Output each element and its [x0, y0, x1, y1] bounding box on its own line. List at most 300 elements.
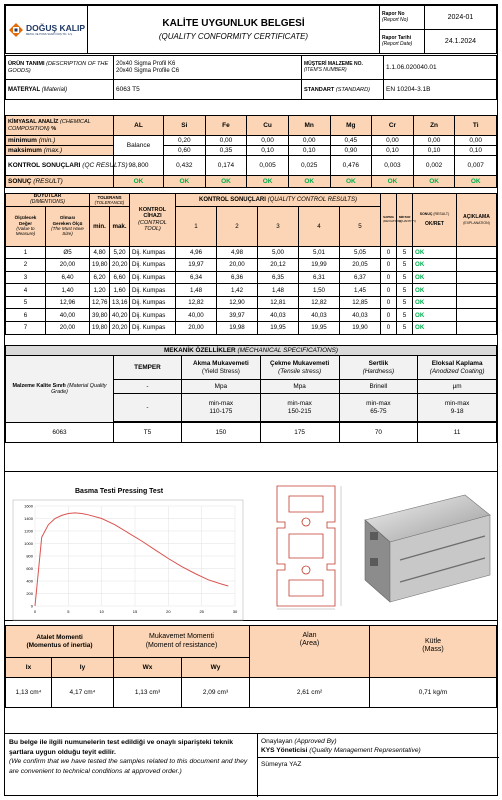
test-section	[5, 471, 497, 621]
measure-2: 20,00	[217, 259, 258, 272]
range-label: min-max	[287, 400, 312, 408]
logo-subtext: METAL VE PONS SANAYİ DIŞ TİC. A.Ş.	[26, 33, 73, 36]
temper-value: T5	[114, 423, 182, 443]
max-value: 0,10	[288, 146, 330, 156]
measure-4: 1,50	[298, 284, 339, 297]
nominal-value: 6,40	[46, 271, 90, 284]
deviation: 0	[381, 259, 397, 272]
document-subtitle: (QUALITY CONFORMITY CERTIFICATE)	[158, 32, 309, 41]
row-result: OK	[413, 296, 457, 309]
standard-value: EN 10204-3.1B	[384, 80, 497, 100]
element-header: Mn	[288, 116, 330, 136]
standard-label-en: (STANDARD)	[335, 86, 371, 93]
grade-label-en: (Material Quality Grade)	[51, 382, 107, 395]
y-tick-label: 200	[26, 591, 33, 596]
tolerance-label-en: (TOLERANCE)	[94, 199, 125, 205]
row-number: 6	[6, 309, 46, 322]
max-label: maksimum	[8, 147, 42, 154]
deviation: 0	[381, 296, 397, 309]
col-5: 5	[339, 206, 380, 246]
anodize-label-en: (Anodized Coating)	[429, 367, 485, 375]
wx-label: Wx	[114, 658, 182, 678]
y-tick-label: 1200	[24, 528, 33, 534]
resistance-label-en: (Moment of resistance)	[145, 641, 218, 649]
anodize-value: 11	[418, 423, 497, 443]
measure-4: 12,82	[298, 296, 339, 309]
max-value: 0,35	[205, 146, 247, 156]
unit: Brinell	[339, 380, 418, 394]
tol-max: 13,16	[110, 296, 130, 309]
product-info	[5, 55, 497, 99]
row-result: OK	[413, 246, 457, 259]
yield-label-en: (Yield Stress)	[201, 367, 240, 375]
item-label-en: (ITEM'S NUMBER)	[304, 66, 347, 73]
tensile-range: 150-215	[287, 407, 312, 415]
control-tool: Dij. Kumpas	[130, 309, 176, 322]
wy-value: 2,09 cm³	[182, 678, 250, 708]
area-value: 2,61 cm²	[250, 678, 370, 708]
x-tick-label: 15	[132, 609, 138, 614]
qc-result: 0,007	[455, 156, 497, 176]
measure-5: 1,45	[339, 284, 380, 297]
x-tick-label: 0	[33, 609, 37, 614]
role-label-en: (Quality Management Representative)	[309, 747, 421, 754]
dimension-row	[6, 309, 497, 322]
max-label-en: (max.)	[43, 147, 63, 154]
document-title: KALİTE UYGUNLUK BELGESİ	[162, 18, 305, 29]
min-value: 0,00	[205, 136, 247, 146]
material-label: MATERYAL	[8, 86, 41, 93]
explanation-label: AÇIKLAMA	[463, 213, 490, 220]
qc-result: 98,800	[114, 156, 164, 176]
logo	[6, 6, 88, 54]
x-tick-label: 30	[232, 609, 238, 614]
mechanical-specs	[5, 345, 497, 465]
okret-label: OK/RET	[425, 220, 444, 227]
measure-1: 4,96	[176, 246, 217, 259]
explanation	[457, 322, 497, 335]
explanation	[457, 309, 497, 322]
nominal-value: 20,00	[46, 322, 90, 335]
grade-value: 6063	[6, 423, 114, 443]
control-title: KONTROL SONUÇLARI	[199, 196, 266, 203]
quantity: 5	[397, 309, 413, 322]
mech-title-en: (MECHANICAL SPECIFICATIONS)	[237, 347, 339, 354]
temper-label: TEMPER	[114, 356, 182, 380]
max-value: 0,90	[330, 146, 372, 156]
measure-4: 19,99	[298, 259, 339, 272]
range-label: min-max	[208, 400, 234, 408]
measure-4: 6,31	[298, 271, 339, 284]
max-value: 0,60	[164, 146, 206, 156]
quantity: 5	[397, 259, 413, 272]
measure-4: 19,95	[298, 322, 339, 335]
measure-3: 40,03	[257, 309, 298, 322]
range-label: min-max	[444, 400, 470, 408]
verdict: OK	[372, 176, 414, 188]
must-size-label-en: (The Must Have Size)	[51, 226, 84, 237]
product-label-en: (DESCRIPTION OF THE GOODS)	[8, 61, 109, 74]
hardness-value: 70	[339, 423, 418, 443]
explanation	[457, 271, 497, 284]
must-size-label: Olması	[59, 215, 76, 221]
verdict-label: SONUÇ	[8, 178, 32, 185]
max-value: 0,10	[455, 146, 497, 156]
min-value: 0,00	[288, 136, 330, 146]
iy-label: Iy	[52, 658, 114, 678]
verdict-label-en: (RESULT)	[33, 178, 63, 185]
deviation: 0	[381, 271, 397, 284]
product-label: ÜRÜN TANIMI	[8, 61, 45, 68]
min-value: 0,45	[330, 136, 372, 146]
measure-3: 6,35	[257, 271, 298, 284]
qc-result: 0,025	[288, 156, 330, 176]
unit: Mpa	[182, 380, 261, 394]
min-value: 0,00	[247, 136, 289, 146]
pressing-test-chart	[13, 500, 243, 620]
explanation	[457, 259, 497, 272]
explanation	[457, 296, 497, 309]
tol-min: 12,76	[90, 296, 110, 309]
mass-label-en: (Mass)	[422, 646, 444, 654]
element-header: Cr	[372, 116, 414, 136]
element-header: Ti	[455, 116, 497, 136]
section-properties	[5, 625, 497, 715]
yield-value: 150	[182, 423, 261, 443]
quantity-label-en: (QUANTITY)	[399, 218, 417, 223]
report-no-label: Rapor No	[382, 10, 405, 17]
verdict: OK	[205, 176, 247, 188]
area-label: Alan	[302, 632, 317, 639]
material-label-en: (Material)	[41, 86, 68, 93]
measure-2: 39,97	[217, 309, 258, 322]
control-tool: Dij. Kumpas	[130, 246, 176, 259]
item-number: 1.1.06.020040.01	[384, 56, 497, 80]
tol-max-label: mak.	[110, 206, 130, 246]
measure-4: 5,01	[298, 246, 339, 259]
max-value: 0,10	[413, 146, 455, 156]
tol-min-label: min.	[90, 206, 110, 246]
qc-result: 0,476	[330, 156, 372, 176]
report-no: 2024-01	[425, 6, 497, 30]
y-tick-label: 400	[26, 578, 33, 584]
temper-dash: -	[114, 380, 182, 394]
col-3: 3	[257, 206, 298, 246]
tol-max: 1,60	[110, 284, 130, 297]
report-date-label-en: (Report Date)	[382, 40, 413, 47]
element-header: Cu	[247, 116, 289, 136]
unit: Mpa	[260, 380, 339, 394]
logo-mark-icon	[8, 22, 24, 38]
quantity: 5	[397, 246, 413, 259]
qc-result: 0,432	[164, 156, 206, 176]
col-1: 1	[176, 206, 217, 246]
element-header: AL	[114, 116, 164, 136]
measure-1: 1,48	[176, 284, 217, 297]
row-number: 5	[6, 296, 46, 309]
measure-2: 12,90	[217, 296, 258, 309]
chem-unit: %	[51, 125, 57, 132]
element-header: Mg	[330, 116, 372, 136]
tol-min: 1,20	[90, 284, 110, 297]
profile-render	[355, 490, 495, 610]
iy-value: 4,17 cm⁴	[52, 678, 114, 708]
measure-5: 40,03	[339, 309, 380, 322]
dims-label-en: (DIMENTIONS)	[30, 198, 65, 205]
measure-5: 20,05	[339, 259, 380, 272]
mass-label: Kütle	[425, 638, 441, 645]
nominal-value: 40,00	[46, 309, 90, 322]
grade-label: Malzeme Kalite Sınıfı	[12, 382, 66, 389]
anodize-range: 9-18	[450, 407, 464, 415]
quantity-label: MİKTAR	[399, 215, 411, 220]
measure-2: 6,36	[217, 271, 258, 284]
tol-max: 20,20	[110, 259, 130, 272]
row-number: 3	[6, 271, 46, 284]
wx-value: 1,13 cm³	[114, 678, 182, 708]
confirmation-en: (We confirm that we have tested the samples related to this document and they are convenient to technical conditions at approved order.)	[9, 758, 248, 775]
verdict: OK	[413, 176, 455, 188]
deviation-label: SAPMA	[383, 215, 394, 220]
measure-5: 6,37	[339, 271, 380, 284]
explanation	[457, 246, 497, 259]
tol-max: 5,20	[110, 246, 130, 259]
tol-max: 40,20	[110, 309, 130, 322]
deviation: 0	[381, 284, 397, 297]
profile-drawing	[267, 482, 345, 610]
row-number: 1	[6, 246, 46, 259]
report-no-label-en: (Report No)	[382, 16, 409, 23]
nominal-value: 20,00	[46, 259, 90, 272]
area-label-en: (Area)	[299, 640, 320, 648]
inertia-label: Atalet Momenti	[36, 634, 83, 642]
max-value: 0,10	[247, 146, 289, 156]
verdict: OK	[288, 176, 330, 188]
qc-result: 0,005	[247, 156, 289, 176]
row-result: OK	[413, 309, 457, 322]
tool-label: KONTROL	[138, 207, 167, 214]
range-label: min-max	[366, 400, 391, 408]
approved-label-en: (Approved By)	[294, 738, 337, 745]
row-result: OK	[413, 284, 457, 297]
control-tool: Dij. Kumpas	[130, 296, 176, 309]
measure-1: 6,34	[176, 271, 217, 284]
row-number: 2	[6, 259, 46, 272]
tool-label-en: (CONTROL TOOL)	[138, 219, 167, 233]
control-title-en: (QUALITY CONTROL RESULTS)	[267, 196, 357, 203]
element-header: Si	[164, 116, 206, 136]
y-tick-label: 1400	[24, 516, 33, 521]
measure-label-en: (Value to Measure)	[15, 226, 36, 237]
element-header: Zn	[413, 116, 455, 136]
verdict: OK	[164, 176, 206, 188]
verdict: OK	[114, 176, 164, 188]
dims-label: BOYUTLAR	[33, 193, 62, 199]
balance: Balance	[114, 136, 164, 156]
measure-2: 1,42	[217, 284, 258, 297]
standard-label: STANDART	[304, 86, 335, 93]
result-label: SONUÇ	[419, 211, 433, 216]
material-value: 6063 T5	[114, 80, 302, 100]
row-result: OK	[413, 259, 457, 272]
tool-label-2: CİHAZI	[143, 213, 162, 220]
nominal-value: Ø5	[46, 246, 90, 259]
chemical-analysis	[5, 115, 497, 191]
tolerance-label: TOLERANS	[97, 194, 122, 200]
dimension-control	[5, 193, 497, 343]
row-number: 4	[6, 284, 46, 297]
mass-value: 0,71 kg/m	[370, 678, 497, 708]
dimension-row	[6, 284, 497, 297]
certificate	[4, 4, 498, 796]
min-value: 0,00	[413, 136, 455, 146]
deviation: 0	[381, 309, 397, 322]
product-name-en: 20x40 Sigma Profile C6	[116, 67, 180, 74]
control-tool: Dij. Kumpas	[130, 322, 176, 335]
measure-5: 12,85	[339, 296, 380, 309]
header	[5, 5, 497, 53]
result-label-en: (RESULT)	[433, 211, 450, 216]
footer	[5, 733, 497, 797]
x-tick-label: 25	[199, 609, 204, 614]
measure-3: 1,48	[257, 284, 298, 297]
deviation: 0	[381, 322, 397, 335]
tensile-label-en: (Tensile stress)	[278, 367, 322, 375]
measure-2: 19,98	[217, 322, 258, 335]
deviation: 0	[381, 246, 397, 259]
quantity: 5	[397, 271, 413, 284]
approver-name: Sümeyra YAZ	[258, 757, 499, 771]
measure-3: 20,12	[257, 259, 298, 272]
tensile-value: 175	[260, 423, 339, 443]
y-tick-label: 800	[26, 553, 33, 559]
report-date: 24.1.2024	[425, 30, 497, 54]
chem-title-en: (CHEMICAL COMPOSITION)	[8, 119, 91, 132]
qc-result: 0,003	[372, 156, 414, 176]
measure-label: Ölçülecek	[14, 215, 37, 221]
dimension-row	[6, 322, 497, 335]
resistance-label: Mukavemet Momenti	[149, 633, 214, 641]
quantity: 5	[397, 284, 413, 297]
measure-label-2: Değer	[18, 220, 33, 226]
tensile-label: Çekme Mukavemeti	[269, 360, 330, 368]
max-value: 0,10	[372, 146, 414, 156]
hardness-range: 65-75	[370, 407, 387, 415]
tol-min: 19,80	[90, 322, 110, 335]
element-header: Fe	[205, 116, 247, 136]
measure-1: 12,82	[176, 296, 217, 309]
tol-max: 20,20	[110, 322, 130, 335]
min-value: 0,00	[372, 136, 414, 146]
y-tick-label: 1600	[24, 503, 33, 509]
min-label-en: (min.)	[38, 137, 56, 144]
row-number: 7	[6, 322, 46, 335]
yield-range: 110-175	[209, 407, 233, 415]
explanation	[457, 284, 497, 297]
min-label: minimum	[8, 137, 37, 144]
measure-3: 19,95	[257, 322, 298, 335]
measure-1: 19,97	[176, 259, 217, 272]
quantity: 5	[397, 322, 413, 335]
control-tool: Dij. Kumpas	[130, 284, 176, 297]
ix-value: 1,13 cm⁴	[6, 678, 52, 708]
deviation-label-en: (DEVIATION)	[383, 218, 401, 223]
qc-result-label: KONTROL SONUÇLARI	[8, 162, 81, 169]
verdict: OK	[455, 176, 497, 188]
confirmation-tr: Bu belge ile ilgili numunelerin test edildiği ve onaylı siparişteki teknik şartlara uygun olduğu teyit edilir.	[9, 739, 233, 756]
measure-5: 19,90	[339, 322, 380, 335]
unit: µm	[418, 380, 497, 394]
mech-title: MEKANİK ÖZELLİKLER	[163, 347, 236, 354]
measure-3: 5,00	[257, 246, 298, 259]
verdict: OK	[330, 176, 372, 188]
must-size-label-2: Gereken Ölçü	[52, 220, 83, 226]
verdict: OK	[247, 176, 289, 188]
measure-1: 20,00	[176, 322, 217, 335]
measure-3: 12,81	[257, 296, 298, 309]
logo-text: DOĞUŞ KALIP	[26, 23, 86, 33]
y-tick-label: 600	[26, 566, 33, 571]
item-label: MÜŞTERİ MALZEME NO.	[304, 60, 363, 67]
tol-min: 6,20	[90, 271, 110, 284]
col-4: 4	[298, 206, 339, 246]
measure-4: 40,03	[298, 309, 339, 322]
min-value: 0,00	[455, 136, 497, 146]
approved-label: Onaylayan	[261, 738, 293, 745]
nominal-value: 1,40	[46, 284, 90, 297]
dimension-row	[6, 296, 497, 309]
inertia-label-en: (Momentus of inertia)	[26, 641, 93, 649]
y-tick-label: 1000	[24, 541, 33, 546]
tol-max: 6,60	[110, 271, 130, 284]
measure-5: 5,05	[339, 246, 380, 259]
qc-result-label-en: (QC RESULTS)	[82, 162, 128, 169]
tol-min: 19,80	[90, 259, 110, 272]
y-tick-label: 0	[30, 603, 33, 609]
anodize-label: Eloksal Kaplama	[431, 360, 483, 368]
yield-label: Akma Mukavemeti	[192, 360, 249, 368]
hardness-label-en: (Hardness)	[362, 367, 395, 375]
nominal-value: 12,96	[46, 296, 90, 309]
tol-min: 39,80	[90, 309, 110, 322]
measure-2: 4,98	[217, 246, 258, 259]
explanation-label-en: (EXPLANATION)	[463, 220, 490, 225]
row-result: OK	[413, 322, 457, 335]
col-2: 2	[217, 206, 258, 246]
quantity: 5	[397, 296, 413, 309]
control-tool: Dij. Kumpas	[130, 259, 176, 272]
hardness-label: Sertlik	[368, 360, 389, 368]
report-date-label: Rapor Tarihi	[382, 34, 412, 41]
product-name-tr: 20x40 Sigma Profil K6	[116, 60, 176, 67]
qc-result: 0,002	[413, 156, 455, 176]
ix-label: Ix	[6, 658, 52, 678]
control-tool: Dij. Kumpas	[130, 271, 176, 284]
role-label: KYS Yöneticisi	[261, 747, 308, 754]
min-value: 0,20	[164, 136, 206, 146]
dimension-row	[6, 259, 497, 272]
x-tick-label: 5	[67, 609, 70, 614]
measure-1: 40,00	[176, 309, 217, 322]
test-title: Basma Testi Pressing Test	[75, 488, 164, 495]
temper-dash: -	[114, 394, 182, 422]
dimension-row	[6, 271, 497, 284]
dimension-row	[6, 246, 497, 259]
x-tick-label: 10	[99, 609, 104, 614]
row-result: OK	[413, 271, 457, 284]
x-tick-label: 20	[166, 609, 171, 614]
qc-result: 0,174	[205, 156, 247, 176]
